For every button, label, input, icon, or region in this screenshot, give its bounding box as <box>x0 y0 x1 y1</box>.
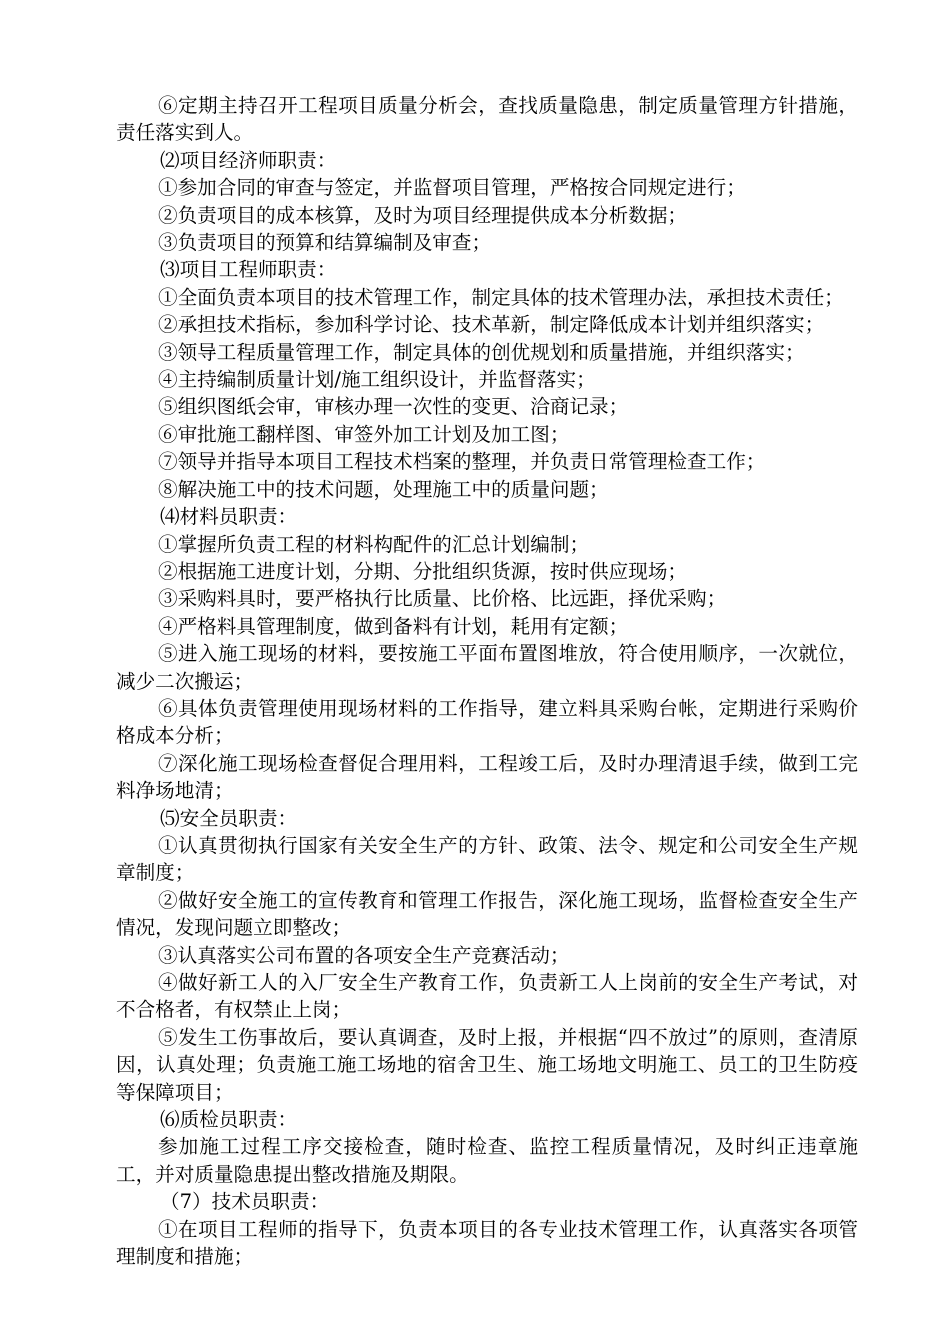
paragraph: ③认真落实公司布置的各项安全生产竞赛活动； <box>158 943 570 967</box>
paragraph: ⑤组织图纸会审，审核办理一次性的变更、洽商记录； <box>158 395 629 419</box>
paragraph: ④做好新工人的入厂安全生产教育工作，负责新工人上岗前的安全生产考试，对不合格者，有权禁止上岗； <box>116 971 858 1022</box>
paragraph: ①在项目工程师的指导下，负责本项目的各专业技术管理工作，认真落实各项管理制度和措施； <box>116 1217 858 1269</box>
paragraph: ③领导工程质量管理工作，制定具体的创优规划和质量措施，并组织落实； <box>158 340 805 364</box>
paragraph: ②根据施工进度计划，分期、分批组织货源，按时供应现场； <box>158 559 688 583</box>
paragraph: ⑤发生工伤事故后，要认真调查，及时上报，并根据“四不放过”的原则，查清原因，认真处理；负责施工施工场地的宿舍卫生、施工场地文明施工、员工的卫生防疫等保障项目； <box>116 1025 858 1104</box>
paragraph: ⑤进入施工现场的材料，要按施工平面布置图堆放，符合使用顺序，一次就位，减少二次搬运； <box>116 642 858 693</box>
section-heading: ⑶项目工程师职责： <box>160 258 337 282</box>
paragraph: ⑦领导并指导本项目工程技术档案的整理，并负责日常管理检查工作； <box>158 450 766 474</box>
paragraph: ⑥定期主持召开工程项目质量分析会，查找质量隐患，制定质量管理方针措施，责任落实到人。 <box>116 94 858 145</box>
paragraph: ①认真贯彻执行国家有关安全生产的方针、政策、法令、规定和公司安全生产规章制度； <box>116 833 858 885</box>
section-heading: ⑸安全员职责： <box>160 806 298 830</box>
section-heading: ⑹质检员职责： <box>160 1108 298 1132</box>
paragraph: ⑧解决施工中的技术问题，处理施工中的质量问题； <box>158 477 609 501</box>
paragraph: ⑦深化施工现场检查督促合理用料，工程竣工后，及时办理清退手续，做到工完料净场地清； <box>116 751 858 803</box>
paragraph: ①全面负责本项目的技术管理工作，制定具体的技术管理办法，承担技术责任； <box>158 285 844 309</box>
section-heading: ⑵项目经济师职责： <box>160 148 337 172</box>
paragraph: ②承担技术指标，参加科学讨论、技术革新，制定降低成本计划并组织落实； <box>158 313 825 337</box>
section-heading: ⑷材料员职责： <box>160 505 298 529</box>
paragraph: ③采购料具时，要严格执行比质量、比价格、比远距，择优采购； <box>158 587 727 611</box>
paragraph: ④严格料具管理制度，做到备料有计划，耗用有定额； <box>158 614 629 638</box>
paragraph: ①掌握所负责工程的材料构配件的汇总计划编制； <box>158 532 590 556</box>
paragraph: ④主持编制质量计划/施工组织设计，并监督落实； <box>158 368 596 392</box>
paragraph: ③负责项目的预算和结算编制及审查； <box>158 231 492 255</box>
paragraph: ①参加合同的审查与签定，并监督项目管理，严格按合同规定进行； <box>158 176 746 200</box>
paragraph: ⑥具体负责管理使用现场材料的工作指导，建立料具采购台帐，定期进行采购价格成本分析； <box>116 696 858 748</box>
paragraph: ⑥审批施工翻样图、审签外加工计划及加工图； <box>158 422 570 446</box>
paragraph: ②负责项目的成本核算，及时为项目经理提供成本分析数据； <box>158 203 688 227</box>
section-heading: （7）技术员职责： <box>160 1190 330 1214</box>
paragraph: ②做好安全施工的宣传教育和管理工作报告，深化施工现场，监督检查安全生产情况，发现问题立即整改； <box>116 888 858 940</box>
paragraph: 参加施工过程工序交接检查，随时检查、监控工程质量情况，及时纠正违章施工，并对质量隐患提出整改措施及期限。 <box>116 1135 858 1186</box>
document-body <box>116 92 858 1270</box>
